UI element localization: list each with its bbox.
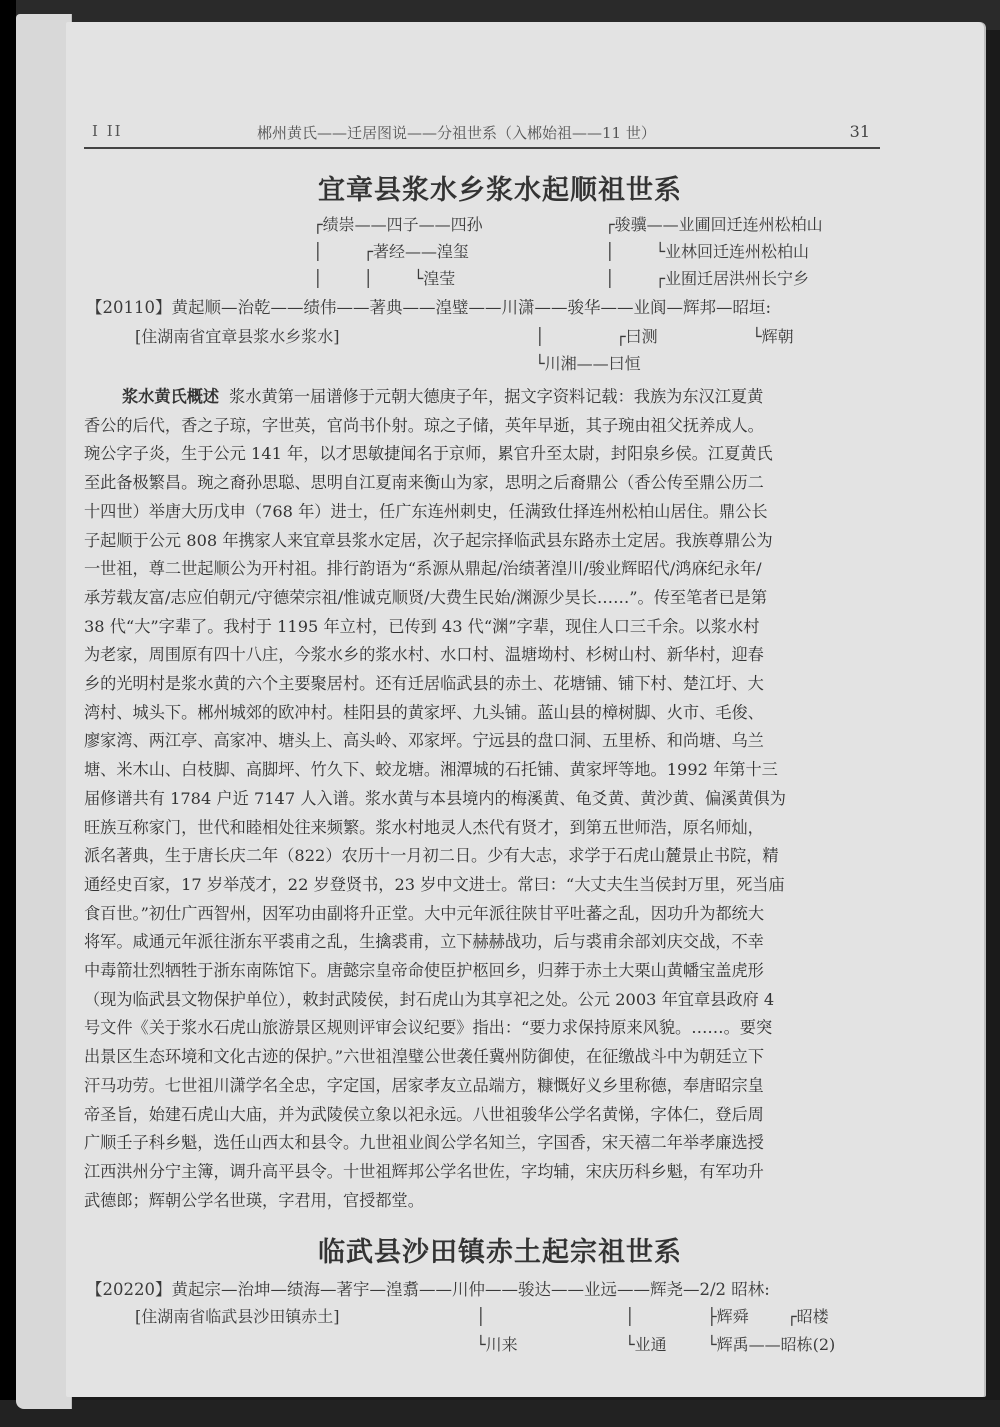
running-header [92,122,882,148]
text-line: 号文件《关于浆水石虎山旅游景区规则评审会议纪要》指出：“要力求保持原来风貌。……。要突 [84,1018,773,1038]
genealogy-branch: └业通 [625,1335,667,1354]
page-number: 31 [849,122,870,141]
genealogy-line: │ │ └湟莹 [313,269,456,288]
text-line: 38 代“大”字辈了。我村于 1195 年立村，已传到 43 代“渊”字辈，现住人口三千余。以浆水村 [84,616,760,636]
text-line: 子起顺于公元 808 年携家人来宜章县浆水定居，次子起宗择临武县东路赤土定居。我族尊鼎公为 [84,530,773,550]
header-rule [84,147,880,149]
text-line: 旺族互称家门，世代和睦相处往来频繁。浆水村地灵人杰代有贤才，到第五世师浩，原名师灿， [84,817,764,837]
genealogy-branch: ┌骏骥——业圃回迁连州松柏山 [605,215,823,234]
text-line: 届修谱共有 1784 户近 7147 人入谱。浆水黄与本县境内的梅溪黄、龟爻黄、黄沙黄、偏溪黄俱为 [84,788,786,808]
overview-text [84,383,878,1215]
text-line: 香公的后代，香之子琼，字世英，官尚书仆射。琼之子储，英年早逝，其子琬由祖父抚养成人。 [84,415,764,435]
text-line: 湾村、城头下。郴州城郊的欧冲村。桂阳县的黄家坪、九头铺。蓝山县的樟树脚、火市、毛俊、 [84,702,764,722]
genealogy-connector: │ [625,1307,635,1326]
residence-note: [住湖南省宜章县浆水乡浆水] [135,327,340,346]
text-line: 广顺壬子科乡魁，选任山西太和县令。九世祖业阆公学名知兰，字国香，宋天禧二年举孝廉选授 [84,1133,764,1153]
header-marker: I II [92,122,123,140]
genealogy-branch: │ ┌业囿迁居洪州长宁乡 [605,269,809,288]
genealogy-branch: ├辉舜 [707,1307,749,1326]
running-title: 郴州黄氏——迁居图说——分祖世系（入郴始祖——11 世） [257,124,656,142]
text-line: 十四世）举唐大历戊申（768 年）进士，任广东连州刺史，任满致仕择连州松柏山居住。鼎公长 [84,501,768,521]
previous-page-edge [16,14,72,1409]
overview-heading: 浆水黄氏概述 [122,387,220,406]
genealogy-branch: └川来 [476,1335,518,1354]
genealogy-connector: │ [476,1307,486,1326]
text-line: 武德郎；辉朝公学名世瑛，字君用，官授都堂。 [84,1190,424,1210]
text-line: 食百世。”初仕广西智州，因军功由副将升正堂。大中元年派往陕甘平吐蕃之乱，因功升为都统大 [84,903,765,923]
text-line: 为老家，周围原有四十八庄，今浆水乡的浆水村、水口村、温塘坳村、杉树山村、新华村，迎春 [84,645,764,665]
genealogy-branch: └辉朝 [752,327,794,346]
text-line: 琬公字子炎，生于公元 141 年，以才思敏捷闻名于京师，累官升至太尉，封阳泉乡侯。江夏黄氏 [84,444,773,464]
genealogy-connector: │ [535,327,545,346]
genealogy-branch: └辉禹——昭栋(2) [707,1335,836,1354]
text-line: （现为临武县文物保护单位），敕封武陵侯，封石虎山为其享祀之处。公元 2003 年宜章县政府 4 [84,989,775,1009]
text-line: 浆水黄第一届谱修于元朝大德庚子年，据文字资料记载：我族为东汉江夏黄 [229,387,764,406]
residence-note: [住湖南省临武县沙田镇赤土] [135,1307,340,1326]
text-line: 派名著典，生于唐长庆二年（822）农历十一月初二日。少有大志，求学于石虎山麓景止书院，精 [84,846,779,866]
text-line: 中毒箭壮烈牺牲于浙东南陈馆下。唐懿宗皇帝命使臣护柩回乡，归葬于赤土大栗山黄幡宝盖虎形 [84,961,764,981]
scan-bottom-background [0,1400,1000,1427]
text-line: 帝圣旨，始建石虎山大庙，并为武陵侯立象以祀永远。八世祖骏华公学名黄悌，字体仁，登后周 [84,1104,764,1124]
scan-left-edge [0,0,16,1427]
genealogy-main-line: 【20220】黄起宗—治坤—绩海—著宇—湟翥——川仲——骏达——业远——辉尧—2/2 昭林: [86,1280,770,1299]
genealogy-line: ┌绩崇——四子——四孙 [313,215,483,234]
text-line: 塘、米木山、白枝脚、高脚坪、竹久下、蛟龙塘。湘潭城的石托铺、黄家坪等地。1992 年第十三 [84,760,778,780]
genealogy-branch: ┌昭楼 [787,1307,829,1326]
section2-title: 临武县沙田镇赤土起宗祖世系 [318,1237,682,1268]
text-line: 将军。咸通元年派往浙东平裘甫之乱，生擒裘甫，立下赫赫战功，后与裘甫余部刘庆交战，不幸 [84,932,764,952]
text-line: 至此备极繁昌。琬之裔孙思聪、思明自江夏南来衡山为家，思明之后裔鼎公（香公传至鼎公历二 [84,473,764,493]
text-line: 通经史百家，17 岁举茂才，22 岁登贤书，23 岁中文进士。常曰：“大丈夫生当侯封万里，死当庙 [84,874,785,894]
text-line: 江西洪州分宁主簿，调升高平县令。十世祖辉邦公学名世佐，字均辅，宋庆历科乡魁，有军功升 [84,1161,764,1181]
text-line: 出景区生态环境和文化古迹的保护。”六世祖湟璧公世袭任冀州防御使，在征缴战斗中为朝廷立下 [84,1047,765,1067]
genealogy-branch: └川湘——曰恒 [535,354,641,373]
text-line: 一世祖，尊二世起顺公为开村祖。排行韵语为“系源从鼎起/治绩著湟川/骏业辉昭代/鸿庥纪永年/ [84,559,762,579]
text-line: 廖家湾、两江亭、高家冲、塘头上、高头岭、邓家坪。宁远县的盘口洞、五里桥、和尚塘、乌兰 [84,731,764,751]
text-line: 乡的光明村是浆水黄的六个主要聚居村。还有迁居临武县的赤土、花塘铺、铺下村、楚江圩、大 [84,674,764,694]
section1-title: 宜章县浆水乡浆水起顺祖世系 [318,175,682,206]
text-line: 承芳载友富/志应伯朝元/守德荣宗祖/惟诚克顺贤/大费生民始/渊源少昊长……”。传至笔者已是第 [84,587,768,607]
genealogy-branch: │ └业林回迁连州松柏山 [605,242,809,261]
genealogy-branch: ┌曰测 [616,327,658,346]
genealogy-line: │ ┌著经——湟玺 [313,242,469,261]
genealogy-main-line: 【20110】黄起顺—治乾——绩伟——著典——湟璧——川潇——骏华——业阆—辉邦—昭垣: [86,298,772,317]
text-line: 汗马功劳。七世祖川潇学名全忠，字定国，居家孝友立品端方，糠慨好义乡里称德，奉唐昭宗皇 [84,1075,764,1095]
